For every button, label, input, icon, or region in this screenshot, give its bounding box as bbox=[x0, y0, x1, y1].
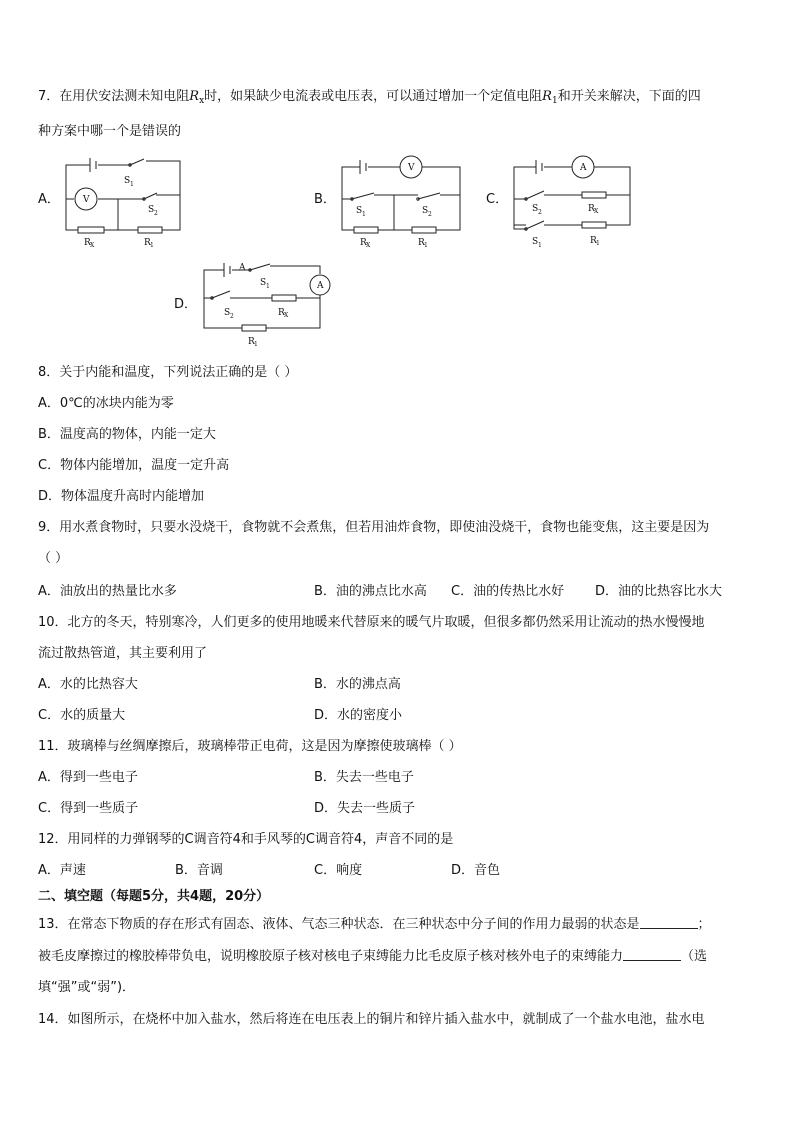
q7-option-b-label[interactable]: B． bbox=[314, 192, 336, 207]
voltmeter-label: V bbox=[83, 195, 90, 205]
svg-text:R: R bbox=[418, 238, 425, 248]
circuit-c-diagram bbox=[510, 155, 635, 250]
q10-option-a[interactable]: A．水的比热容大 bbox=[38, 677, 138, 692]
svg-text:X: X bbox=[366, 242, 371, 249]
svg-text:1: 1 bbox=[130, 181, 134, 188]
q7-stem-line2: 种方案中哪一个是错误的 bbox=[38, 124, 182, 139]
svg-text:S: S bbox=[148, 205, 155, 215]
svg-text:R: R bbox=[84, 238, 91, 248]
q8-option-a[interactable]: A．0℃的冰块内能为零 bbox=[38, 396, 174, 411]
svg-text:X: X bbox=[90, 242, 95, 249]
svg-text:S: S bbox=[260, 278, 267, 288]
q12-stem: 12．用同样的力弹钢琴的C调音符4和手风琴的C调音符4，声音不同的是 bbox=[38, 832, 454, 847]
svg-text:1: 1 bbox=[254, 341, 258, 348]
svg-text:1: 1 bbox=[266, 283, 270, 290]
svg-text:S: S bbox=[422, 206, 429, 216]
svg-text:S: S bbox=[356, 206, 363, 216]
svg-text:R: R bbox=[588, 204, 595, 214]
svg-text:S: S bbox=[224, 308, 231, 318]
q8-option-b[interactable]: B．温度高的物体，内能一定大 bbox=[38, 427, 216, 442]
voltmeter-b-label: V bbox=[408, 163, 415, 173]
circuit-d-diagram bbox=[198, 258, 338, 353]
svg-text:1: 1 bbox=[362, 211, 366, 218]
ammeter-c-label: A bbox=[580, 163, 587, 173]
svg-text:X: X bbox=[284, 312, 289, 319]
svg-text:R: R bbox=[360, 238, 367, 248]
q13-blank-2[interactable] bbox=[623, 948, 681, 961]
svg-text:R: R bbox=[278, 308, 285, 318]
svg-text:2: 2 bbox=[428, 211, 432, 218]
q11-option-d[interactable]: D．失去一些质子 bbox=[314, 801, 416, 816]
svg-text:X: X bbox=[594, 208, 599, 215]
q10-stem-line1: 10．北方的冬天，特别寒冷，人们更多的使用地暖来代替原来的暖气片取暖，但很多都仍然采用让流动的热水慢慢地 bbox=[38, 615, 705, 630]
q14-line1: 14．如图所示，在烧杯中加入盐水，然后将连在电压表上的铜片和锌片插入盐水中，就制成了一个盐水电池，盐水电 bbox=[38, 1012, 705, 1027]
r1-symbol: $R_1$ bbox=[542, 89, 558, 106]
ammeter-d-label: A bbox=[317, 281, 324, 291]
svg-text:R: R bbox=[248, 337, 255, 347]
q9-option-a[interactable]: A．油放出的热量比水多 bbox=[38, 584, 177, 599]
q10-option-c[interactable]: C．水的质量大 bbox=[38, 708, 126, 723]
q9-option-c[interactable]: C．油的传热比水好 bbox=[451, 584, 565, 599]
q9-option-d[interactable]: D．油的比热容比水大 bbox=[595, 584, 723, 599]
q11-option-b[interactable]: B．失去一些电子 bbox=[314, 770, 414, 785]
circuit-b-diagram bbox=[338, 155, 468, 250]
q12-option-b[interactable]: B．音调 bbox=[175, 863, 223, 878]
q12-option-d[interactable]: D．音色 bbox=[451, 863, 501, 878]
svg-text:1: 1 bbox=[596, 240, 600, 247]
q7-option-d-label[interactable]: D． bbox=[174, 297, 198, 312]
svg-text:S: S bbox=[532, 204, 539, 214]
svg-text:S: S bbox=[532, 237, 539, 247]
q9-option-b[interactable]: B．油的沸点比水高 bbox=[314, 584, 427, 599]
svg-text:A: A bbox=[239, 263, 246, 273]
q11-stem: 11．玻璃棒与丝绸摩擦后，玻璃棒带正电荷，这是因为摩擦使玻璃棒（ ） bbox=[38, 739, 462, 754]
q12-option-c[interactable]: C．响度 bbox=[314, 863, 363, 878]
svg-text:S: S bbox=[124, 176, 131, 186]
svg-text:2: 2 bbox=[154, 210, 158, 217]
q7-option-a-label[interactable]: A． bbox=[38, 192, 60, 207]
rx-symbol: $R_x$ bbox=[189, 89, 205, 106]
svg-text:1: 1 bbox=[150, 242, 154, 249]
q9-stem-line2: （ ） bbox=[38, 551, 69, 566]
q8-stem: 8．关于内能和温度，下列说法正确的是（ ） bbox=[38, 365, 298, 380]
q10-option-d[interactable]: D．水的密度小 bbox=[314, 708, 403, 723]
q11-option-c[interactable]: C．得到一些质子 bbox=[38, 801, 139, 816]
q8-option-c[interactable]: C．物体内能增加，温度一定升高 bbox=[38, 458, 230, 473]
q13-line3: 填“强”或“弱”)． bbox=[38, 980, 136, 995]
q13-blank-1[interactable] bbox=[640, 916, 698, 929]
q11-option-a[interactable]: A．得到一些电子 bbox=[38, 770, 138, 785]
svg-text:R: R bbox=[590, 236, 597, 246]
q7-option-c-label[interactable]: C． bbox=[486, 192, 509, 207]
svg-text:R: R bbox=[144, 238, 151, 248]
q9-stem-line1: 9．用水煮食物时，只要水没烧干，食物就不会煮焦，但若用油炸食物，即使油没烧干，食物也能变焦，这主要是因为 bbox=[38, 520, 710, 535]
q12-option-a[interactable]: A．声速 bbox=[38, 863, 86, 878]
q8-option-d[interactable]: D．物体温度升高时内能增加 bbox=[38, 489, 205, 504]
svg-text:2: 2 bbox=[230, 313, 234, 320]
q13-line1: 13．在常态下物质的存在形式有固态、液体、气态三种状态．在三种状态中分子间的作用力最弱的状态是 ； bbox=[38, 917, 711, 932]
circuit-a-diagram bbox=[60, 155, 190, 250]
q13-line2: 被毛皮摩擦过的橡胶棒带负电，说明橡胶原子核对核电子束缚能力比毛皮原子核对核外电子的束缚能力 （选 bbox=[38, 949, 708, 964]
q7-stem-line1: 7．在用伏安法测未知电阻$R_x$时，如果缺少电流表或电压表，可以通过增加一个定值电阻$R_1$和开关来解决，下面的四 bbox=[38, 89, 701, 106]
q10-option-b[interactable]: B．水的沸点高 bbox=[314, 677, 401, 692]
svg-text:1: 1 bbox=[424, 242, 428, 249]
section-2-title: 二、填空题（每题5分，共4题，20分） bbox=[38, 889, 270, 904]
svg-text:2: 2 bbox=[538, 209, 542, 216]
q10-stem-line2: 流过散热管道，其主要利用了 bbox=[38, 646, 208, 661]
svg-text:1: 1 bbox=[538, 242, 542, 249]
